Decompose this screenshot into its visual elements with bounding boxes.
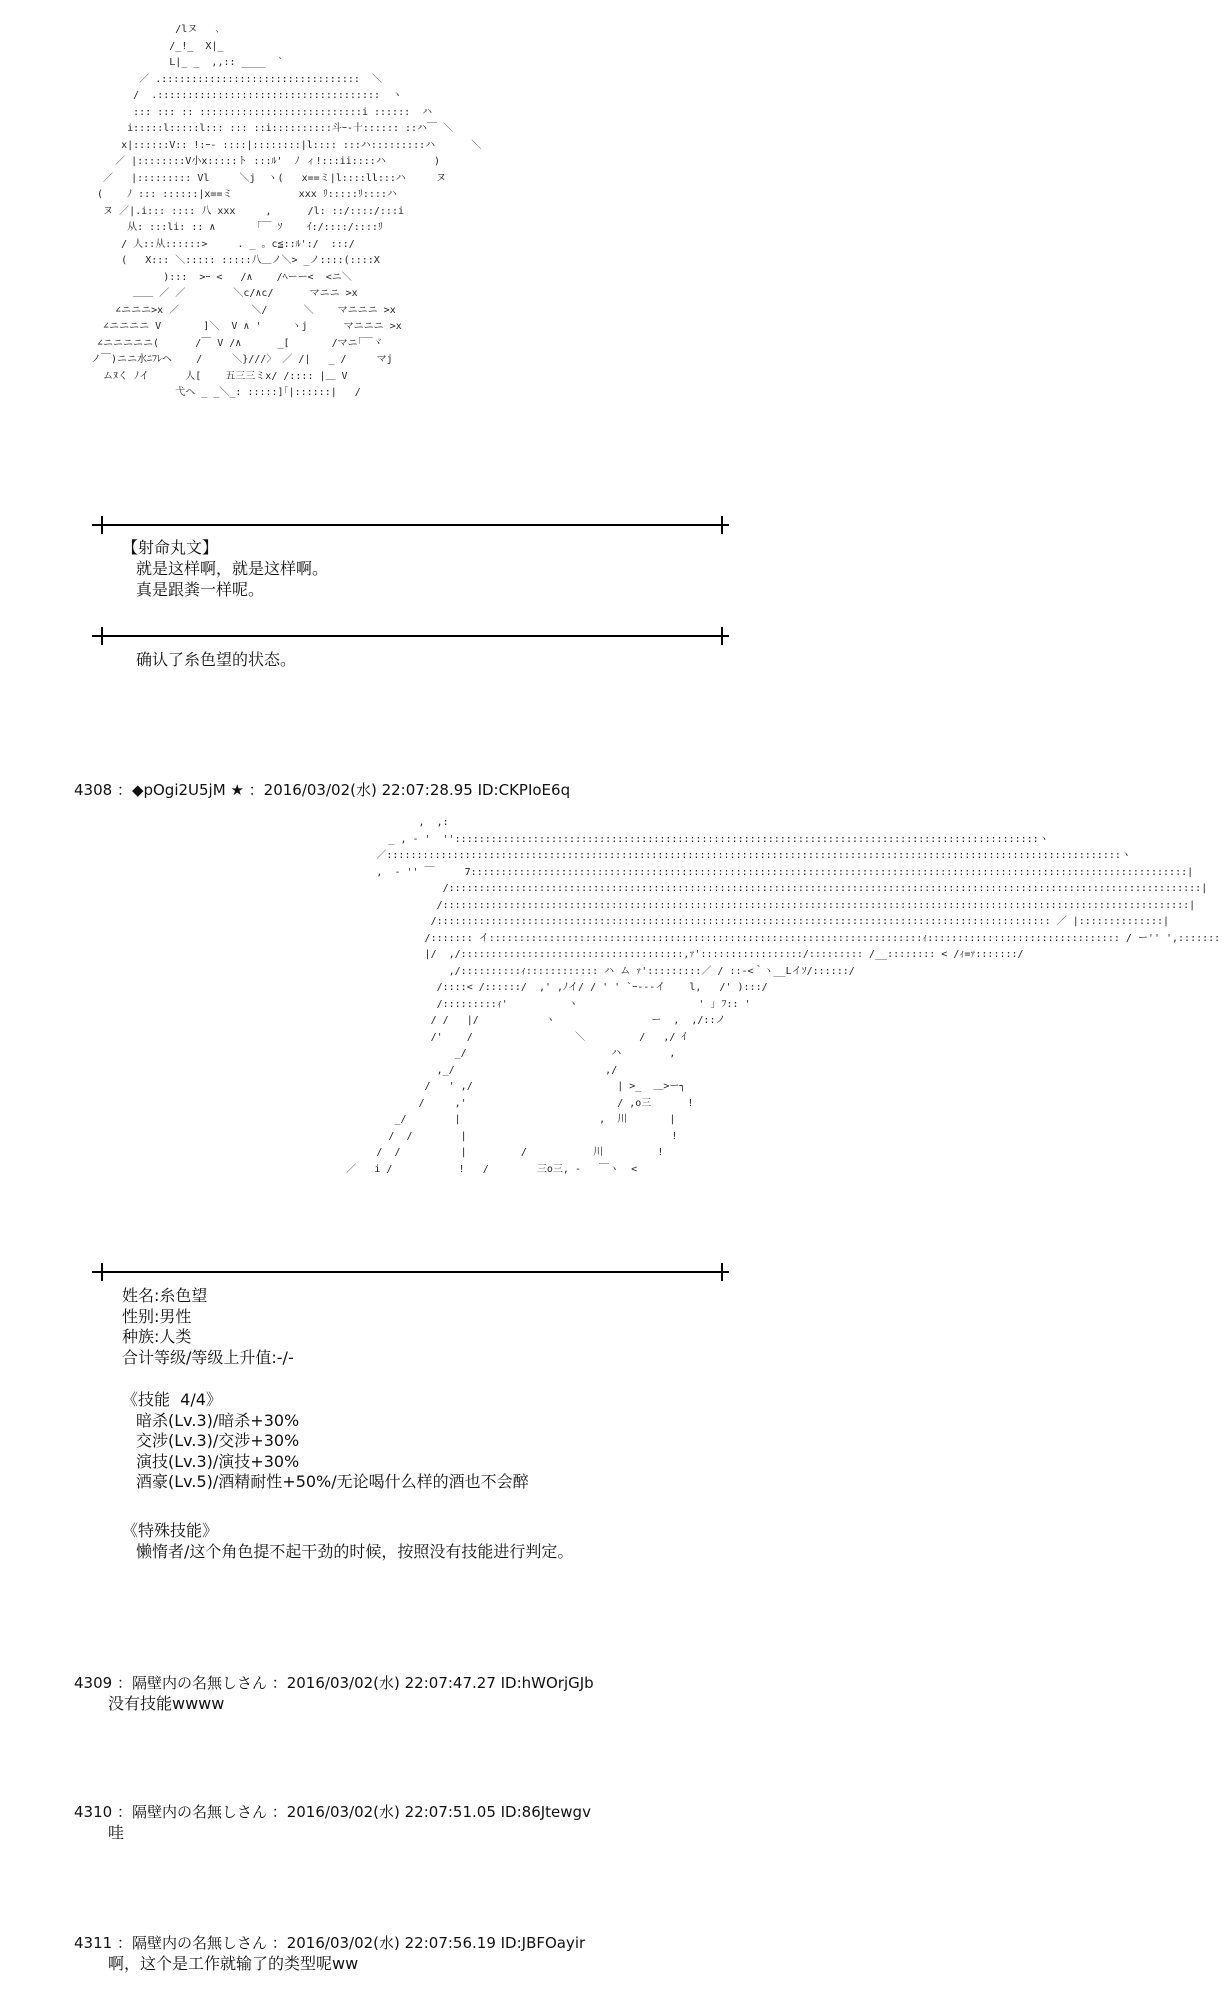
post-header-4310: 4310 ：隔壁内の名無しさん ：2016/03/02(水) 22:07:51.05 ID:86Jtewgv bbox=[74, 1803, 591, 1821]
post-body-4309: 没有技能wwww bbox=[108, 1694, 225, 1713]
post-body-4311: 啊，这个是工作就输了的类型呢ww bbox=[108, 1954, 359, 1973]
divider-cross-left bbox=[101, 516, 103, 534]
post-body-4310: 哇 bbox=[108, 1823, 125, 1842]
special-skill-item: 懒惰者/这个角色提不起干劲的时候，按照没有技能进行判定。 bbox=[136, 1541, 574, 1561]
skill-item: 酒豪(Lv.5)/酒精耐性+50%/无论喝什么样的酒也不会醉 bbox=[136, 1472, 529, 1491]
narration-text: 确认了糸色望的状态。 bbox=[136, 650, 297, 669]
status-race: 种族:人类 bbox=[122, 1327, 192, 1346]
skill-item: 交涉(Lv.3)/交涉+30% bbox=[136, 1431, 300, 1450]
skill-item: 暗杀(Lv.3)/暗杀+30% bbox=[136, 1410, 300, 1430]
status-name: 姓名:糸色望 bbox=[122, 1286, 208, 1305]
ascii-art-character-1: /lヌ ､ /_!_ X|_ L|_ _ ,,:: ____ ` ／ .::::::::::::::::::::::::::::::::: ＼ / .::::::::::::::::::::::::::::::::::::: ヽ ::: ::: :: :::::::::::::::::::::::::::i :::::: ハ i:::::l:::::l::: ::: ::i::::::::::斗ｰ‐十:::::: ::ハ￣ ＼ x|::::::V:: !:ｰ‐ ::::|::::::::|l:::: :::ハ:::::::::ハ ＼ ／ |::::::::V小x:::::ト :::ﾙ' ﾉ ィ!:::ii::::ハ ) ／ |::::::::: Vl ＼j ヽ( x==ミ|l::::ll:::ハ ヌ ( ﾉ ::: ::::::|x==ミ xxx ﾘ:::::ﾘ::::ハ ヌ ／|.i::: :::: 八 xxx , /l: ::/::::/:::i 从: :::li: :: ∧ 「￣ ｿ ｲ:/::::/::::ﾘ / 人::从::::::> . _ 。c≦::ﾙ':/ :::/ ( X::: ＼::::: :::::八＿ノ＼> _ノ::::(::::X )::: >ｰ < /∧ /ﾍーー< <ニ＼ ＿＿ ／ ／ ＼c/∧c/ マニニ >x ∠ニニニ>x ／ ＼/ ＼ マニニニ >x ∠ニニニニ V ]＼ V ∧ ' ヽj マニニニ >x ∠ニニニニニ( /￣ V /∧ _[ /マニ｢￣ヾ ノ￣)ニニ水ﾆﾌﾚヘ / ＼}///〉 ／ /| _ / マj ムﾇく ﾉイ 人[ 五三三ミx/ /:::: |＿ V 弋ヘ _ _＼_: :::::]｢|::::::| / bbox=[91, 24, 482, 398]
skills-section bbox=[122, 1390, 529, 1493]
special-skills-title: 《特殊技能》 bbox=[122, 1521, 219, 1540]
dialogue-line-2: 真是跟粪一样呢。 bbox=[136, 580, 265, 599]
dialogue-line-1: 就是这样啊，就是这样啊。 bbox=[136, 559, 329, 578]
divider-cross-right bbox=[721, 627, 723, 645]
status-total: 合计等级/等级上升值:-/- bbox=[122, 1347, 294, 1367]
divider-line bbox=[92, 635, 729, 637]
divider-line bbox=[92, 1271, 729, 1273]
skills-title: 《技能 4/4》 bbox=[122, 1390, 222, 1409]
divider-line bbox=[92, 524, 729, 526]
special-skills-section bbox=[122, 1521, 573, 1562]
divider-cross-left bbox=[101, 627, 103, 645]
post-header-4308: 4308 ：◆pOgi2U5jM ★ ：2016/03/02(水) 22:07:28.95 ID:CKPIoE6q bbox=[74, 781, 571, 799]
status-sheet bbox=[122, 1286, 294, 1368]
skill-item: 演技(Lv.3)/演技+30% bbox=[136, 1451, 300, 1471]
status-gender: 性别:男性 bbox=[122, 1306, 192, 1326]
divider-cross-left bbox=[101, 1263, 103, 1281]
post-header-4311: 4311 ：隔壁内の名無しさん ：2016/03/02(水) 22:07:56.19 ID:JBFOayir bbox=[74, 1934, 586, 1952]
ascii-art-character-2: , ,: _ , - ' '':::::::::::::::::::::::::::::::::::::::::::::::::::::::::::::::::::::::::::::::::::::::::::::::::ヽ ／::::::::::::::::::::::::::::::::::::::::::::::::::::::::::::::::::::::::::::::::::::::::::::::::::::::::::::::::::::::::::ヽ , ‐ '' ￣ 7:::::::::::::::::::::::::::::::::::::::::::::::::::::::::::::::::::::::::::::::::::::::::::::::::::::::::::::::::::::::| /:::::::::::::::::::::::::::::::::::::::::::::::::::::::::::::::::::::::::::::::::::::::::::::::::::::::::::::::::::::::::::::| /::::::::::::::::::::::::::::::::::::::::::::::::::::::::::::::::::::::::::::::::::::::::::::::::::::::::::::::::::::::::::::| /:::::::::::::::::::::::::::::::::::::::::::::::::::::::::::::::::::::::::::::::::::::::::::::::::::::: ／ |::::::::::::::| /::::::: イ::::::::::::::::::::::::::::::::::::::::::::::::::::::::::::::::::::::::ｨ:::::::::::::::::::::::::::::::: / ー'' ',::::::: |/ ,/:::::::::::::::::::::::::::::::::::::,ｧ':::::::::::::::::/::::::::: /__:::::::: < /ｨ=ｧ:::::::/ ,/::::::::::ｨ:::::::::::: ハ ム ｧ':::::::::／ / ::-<｀ヽ__Lイｿ/::::::/ /::::< /::::::/ ,' ,ﾉイ/ / ' ' `ｰ---イ l, /' ):::/ /:::::::::ｨ' ヽ ' ｣ ﾌ:: ' / / |/ ヽ ー , ,/::ノ /' / ＼ / ,/ ｲ _/ ハ , ,_/ ,/ / ' ,/ | >_ ＿>ー┐ / ,' / ,o三 ! _/ | , 川 | / / | ! / / | / 川 ! ／ i / ! / 三o三, - ￣ヽ < bbox=[346, 817, 1221, 1175]
speaker-label: 【射命丸文】 bbox=[122, 538, 219, 557]
divider-cross-right bbox=[721, 1263, 723, 1281]
divider-cross-right bbox=[721, 516, 723, 534]
post-header-4309: 4309 ：隔壁内の名無しさん ：2016/03/02(水) 22:07:47.27 ID:hWOrjGJb bbox=[74, 1674, 594, 1692]
